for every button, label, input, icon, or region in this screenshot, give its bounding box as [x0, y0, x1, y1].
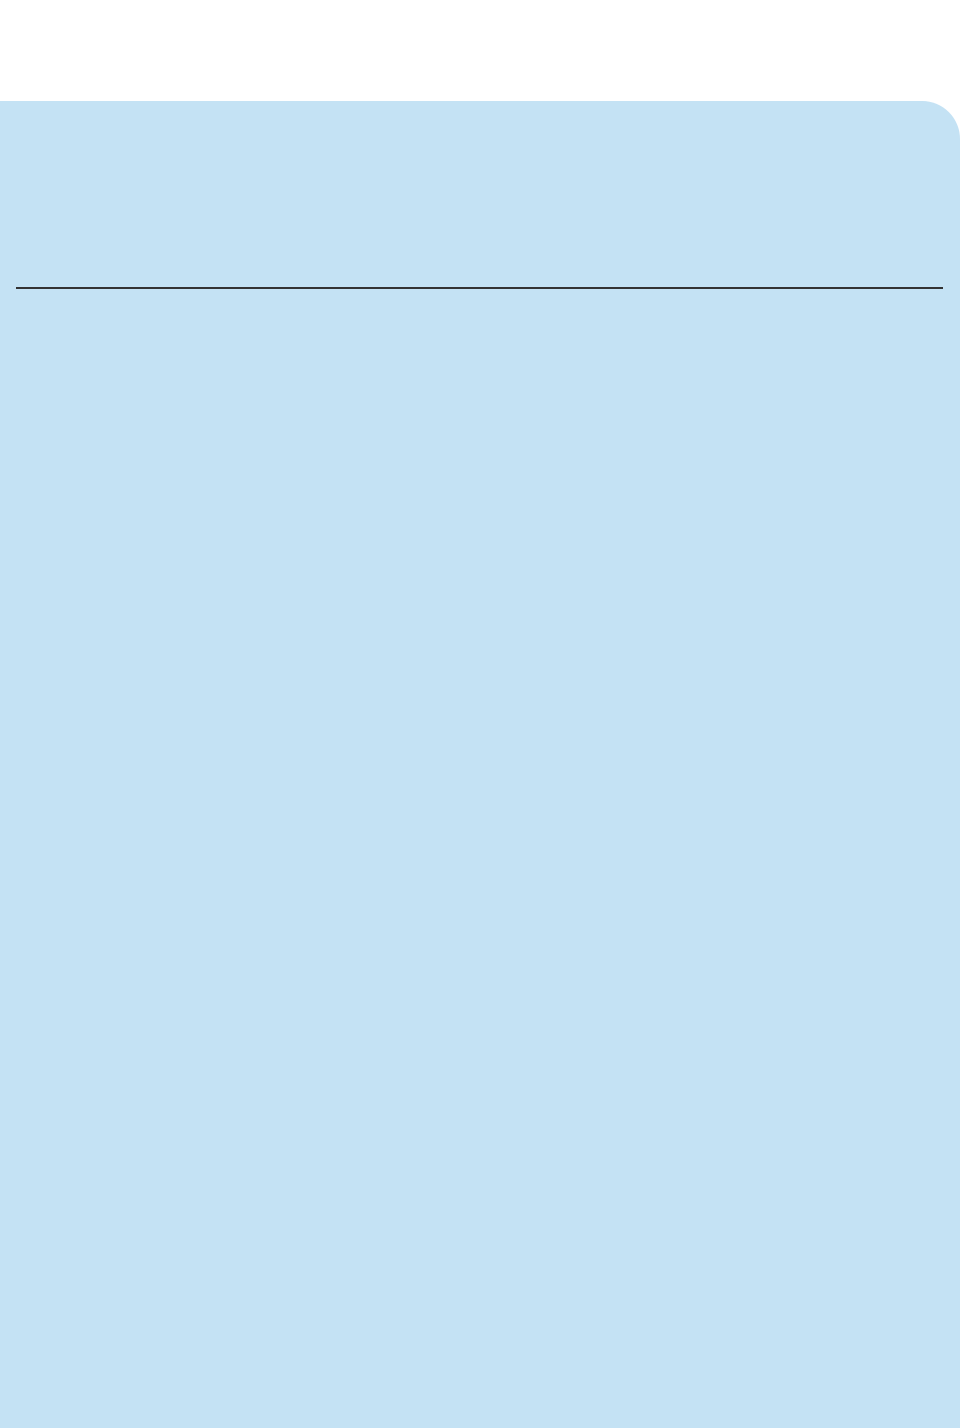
page-header — [0, 0, 960, 20]
header-rule — [16, 287, 943, 289]
content-panel — [0, 101, 960, 1428]
